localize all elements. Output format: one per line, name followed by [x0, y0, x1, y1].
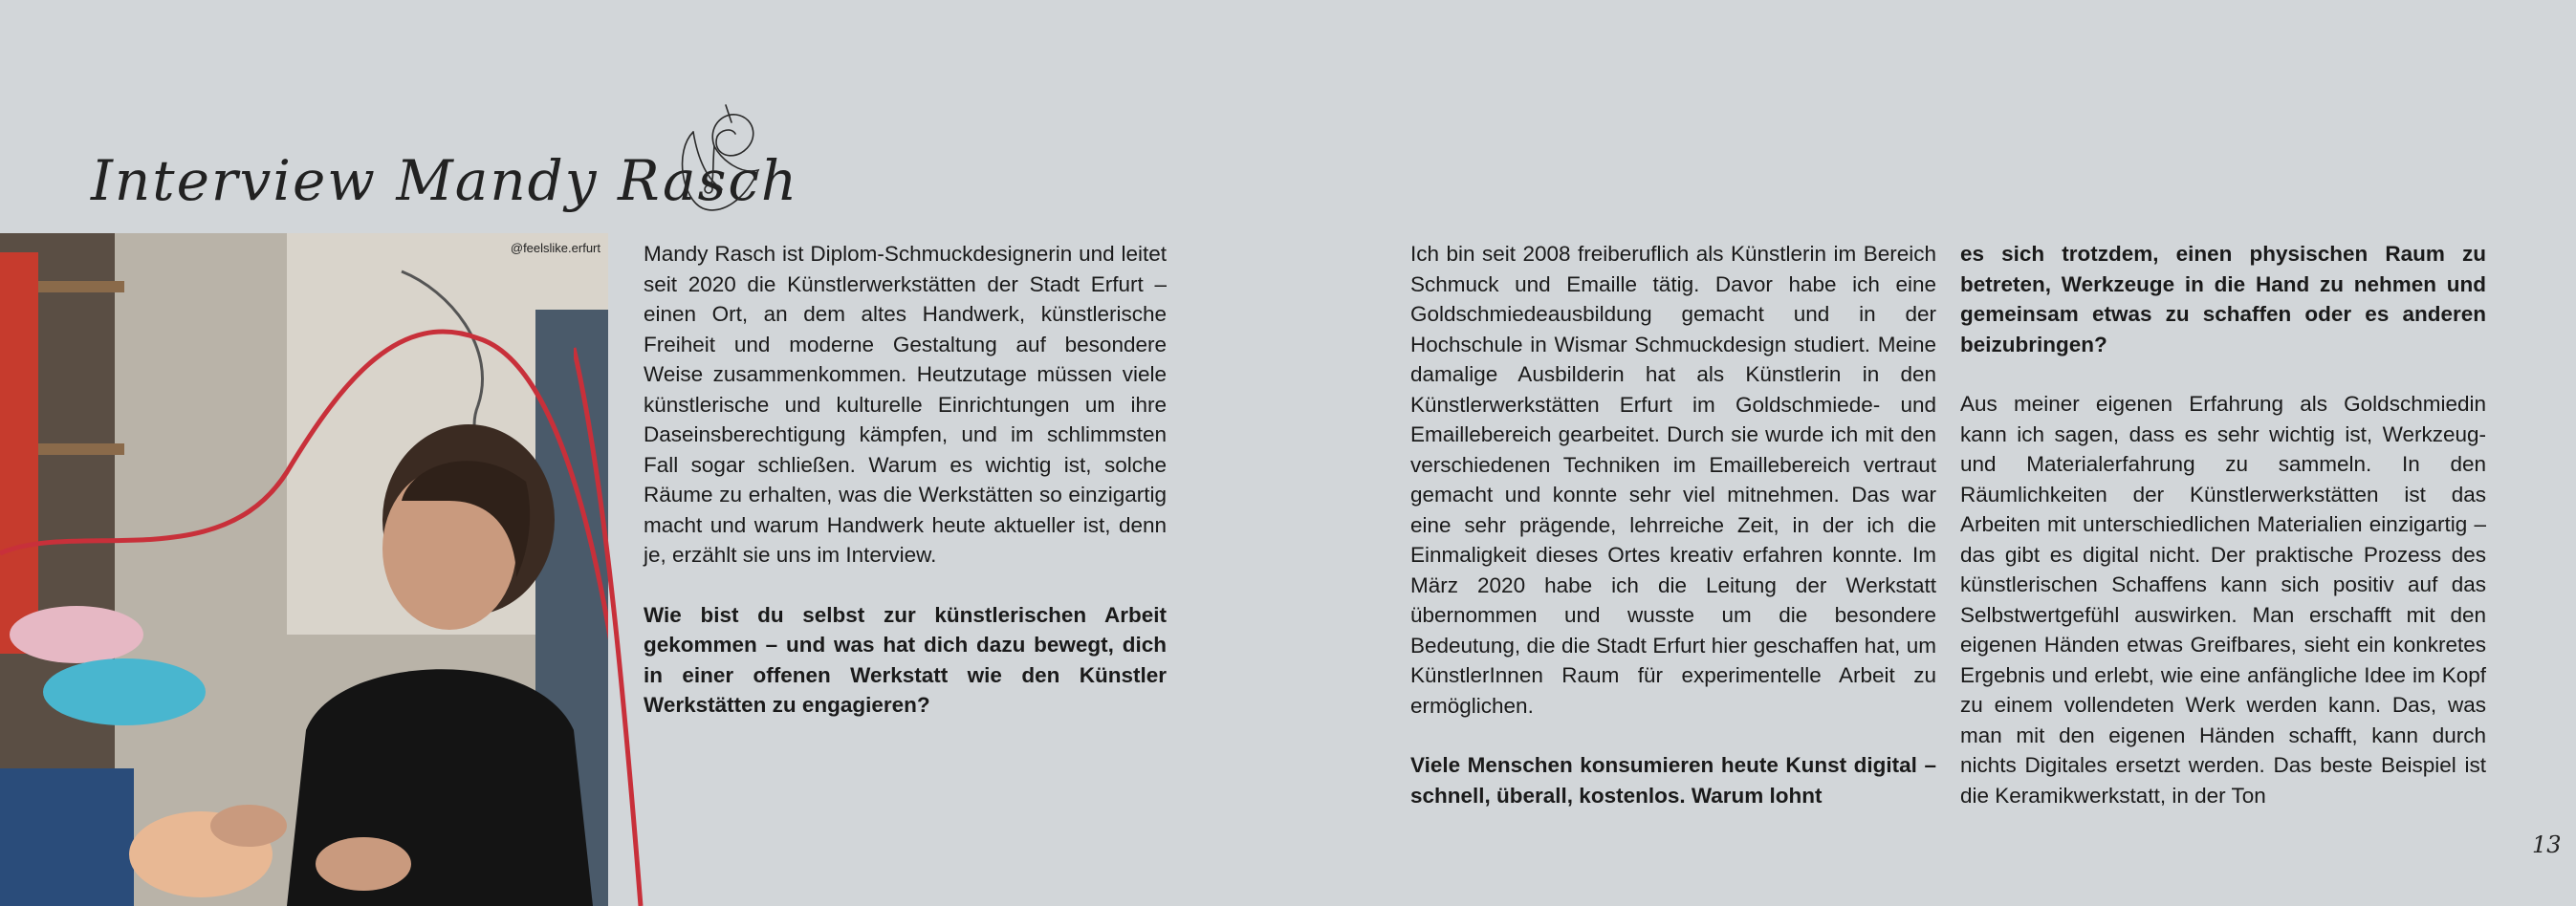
page-number: 13	[2532, 831, 2562, 858]
photo-credit: @feelslike.erfurt	[510, 241, 600, 255]
interview-answer: Ich bin seit 2008 freiberuflich als Künstlerin im Bereich Schmuck und Emaille tätig. Davor habe ich eine Goldschmiedeausbildung gemacht und in der Hochschule in Wismar Schmuckdesign studiert. Meine damalige Ausbilderin hat als Künstlerin in den Künstlerwerkstätten Erfurt im Goldschmiede- und Emaillebereich gearbeitet. Durch sie wurde ich mit den verschiedenen Techniken im Emaillebereich vertraut gemacht und konnte sehr viel mitnehmen. Das war eine sehr prägende, lehrreiche Zeit, in der ich die Einmaligkeit dieses Ortes kreativ erfahren konnte. Im März 2020 habe ich die Leitung der Werkstatt übernommen und wusste um die besondere Bedeutung, die die Stadt Erfurt hier geschaffen hat, um KünstlerInnen Raum für experimentelle Arbeit zu ermöglichen.	[1410, 242, 1936, 718]
interview-question: Wie bist du selbst zur künstlerischen Arbeit gekommen – und was hat dich dazu bewegt, dich in einer offenen Werkstatt wie den Künstler Werkstätten zu engagieren?	[644, 602, 1167, 717]
page-title: Interview Mandy Rasch	[91, 148, 799, 213]
pendant-sketch-icon	[665, 94, 770, 213]
article-column-3	[1960, 239, 2486, 840]
portrait-photo	[0, 233, 608, 906]
interview-answer: Aus meiner eigenen Erfahrung als Goldschmiedin kann ich sagen, dass es sehr wichtig ist, Werkzeug- und Materialerfahrung zu sammeln. In den Räumlichkeiten der Künstlerwerkstätten ist das Arbeiten mit unterschiedlichen Materialien einzigartig – das gibt es digital nicht. Der praktische Prozess des künstlerischen Schaffens kann sich positiv auf das Selbstwertgefühl auswirken. Man erschafft mit den eigenen Händen etwas Greifbares, sieht ein konkretes Ergebnis und erlebt, wie eine anfängliche Idee im Kopf zu einem vollendeten Werk werden kann. Das, was man mit den eigenen Händen schafft, kann durch nichts Digitales ersetzt werden. Das beste Beispiel ist die Keramikwerkstatt, in der Ton	[1960, 392, 2486, 808]
interview-question: Viele Menschen konsumieren heute Kunst digital – schnell, überall, kostenlos. Warum lohnt	[1410, 753, 1936, 808]
intro-paragraph: Mandy Rasch ist Diplom-Schmuckdesignerin und leitet seit 2020 die Künstlerwerkstätten der Stadt Erfurt – einen Ort, an dem altes Handwerk, künstlerische Freiheit und moderne Gestaltung auf besondere Weise zusammenkommen. Heutzutage müssen viele künstlerische und kulturelle Einrichtungen um ihre Daseinsberechtigung kämpfen, und im schlimmsten Fall sogar schließen. Warum es wichtig ist, solche Räume zu erhalten, was die Werkstätten so einzigartig macht und warum Handwerk heute aktueller ist, denn je, erzählt sie uns im Interview.	[644, 242, 1167, 567]
interview-question-continued: es sich trotzdem, einen physischen Raum zu betreten, Werkzeuge in die Hand zu nehmen und gemeinsam etwas zu schaffen oder es anderen beizubringen?	[1960, 242, 2486, 356]
article-column-1	[644, 239, 1167, 750]
red-accent-curve-tail	[574, 233, 650, 906]
article-column-2	[1410, 239, 1936, 840]
